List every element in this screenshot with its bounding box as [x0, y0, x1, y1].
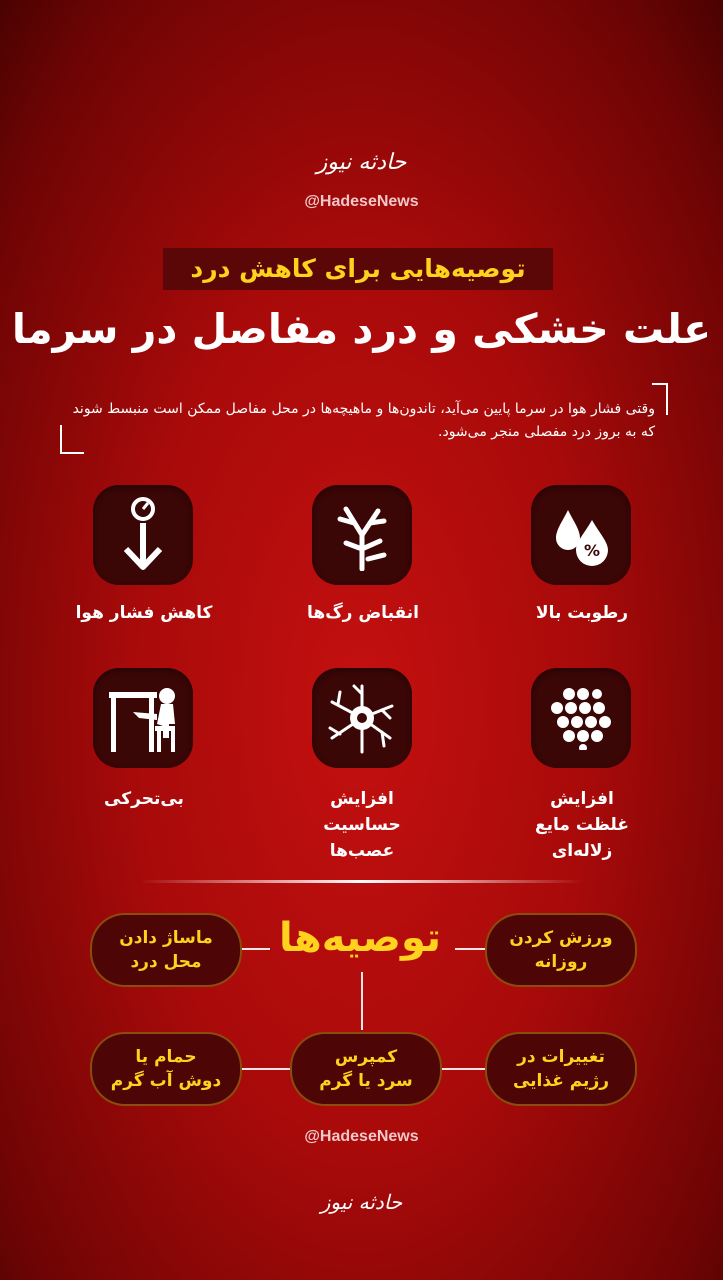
cause-label-fluid: افزایش غلظت مایع زلاله‌ای — [535, 789, 629, 861]
humidity-drops-icon — [531, 485, 631, 585]
fluid-cells-icon — [531, 668, 631, 768]
rec-item-bath: حمام یا دوش آب گرم — [90, 1032, 242, 1106]
cause-label-pressure: کاهش فشار هوا — [75, 603, 213, 623]
brand-logo-bottom: حادثه نیوز — [320, 1190, 403, 1214]
intro-text: وقتی فشار هوا در سرما پایین می‌آید، تاندون‌ها و ماهیچه‌ها در محل مفاصل ممکن است منبسط شوند که به بروز درد مفصلی منجر می‌شود. — [72, 401, 655, 440]
subtitle-banner: توصیه‌هایی برای کاهش درد — [163, 248, 553, 290]
pressure-down-icon — [93, 485, 193, 585]
rec-item-compress: کمپرس سرد یا گرم — [290, 1032, 442, 1106]
brand-handle-top: @HadeseNews — [304, 193, 419, 210]
section-divider — [140, 880, 583, 883]
neuron-icon — [312, 668, 412, 768]
recommendations-title: توصیه‌ها — [278, 915, 442, 961]
rec-item-exercise: ورزش کردن روزانه — [485, 913, 637, 987]
connector-line-bottom-left — [240, 1068, 290, 1070]
cause-label-vessels: انقباض رگ‌ها — [307, 603, 419, 623]
connector-line-center — [361, 972, 363, 1030]
brand-logo: حادثه نیوز — [316, 150, 407, 175]
cause-label-humidity: رطوبت بالا — [535, 603, 629, 623]
connector-line-top-left — [240, 948, 270, 950]
cause-label-nerves: افزایش حساسیت عصب‌ها — [323, 789, 401, 861]
page-title: علت خشکی و درد مفاصل در سرما — [11, 305, 712, 353]
brand-handle-bottom: @HadeseNews — [304, 1128, 419, 1145]
rec-item-diet: تغییرات در رژیم غذایی — [485, 1032, 637, 1106]
connector-line-bottom-right — [438, 1068, 488, 1070]
svg-text:%: % — [583, 541, 601, 560]
cause-label-inactivity: بی‌تحرکی — [104, 789, 184, 809]
connector-line-top-right — [455, 948, 485, 950]
blood-vessel-icon — [312, 485, 412, 585]
sitting-person-icon — [93, 668, 193, 768]
rec-item-massage: ماساژ دادن محل درد — [90, 913, 242, 987]
